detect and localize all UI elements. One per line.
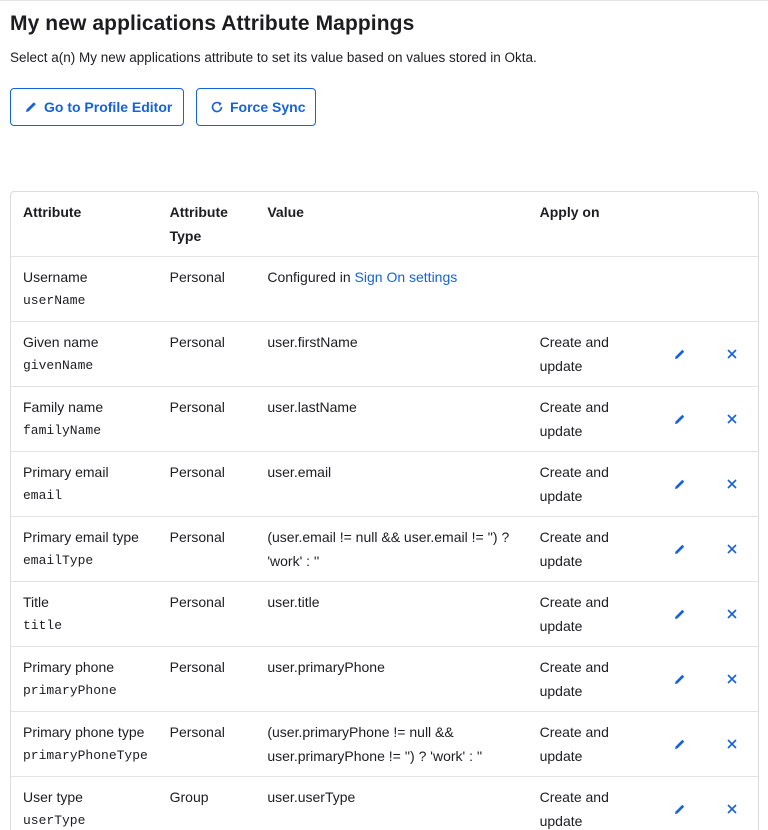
- attribute-type: Personal: [169, 334, 225, 350]
- attribute-variable: givenName: [23, 358, 94, 373]
- pencil-icon[interactable]: [670, 669, 690, 689]
- apply-on-cell: [528, 322, 655, 386]
- apply-on-line2: update: [539, 618, 583, 634]
- close-icon[interactable]: [722, 409, 742, 429]
- attribute-variable: userName: [23, 293, 86, 308]
- apply-on-line2: update: [539, 488, 583, 504]
- apply-on-cell: [528, 647, 655, 711]
- attribute-variable: primaryPhoneType: [23, 748, 148, 763]
- attribute-name: User type: [23, 789, 83, 805]
- sign-on-settings-link[interactable]: Sign On settings: [354, 269, 458, 285]
- attribute-cell: [11, 257, 158, 321]
- attribute-type: Personal: [169, 594, 225, 610]
- attribute-value: user.firstName: [267, 334, 358, 350]
- apply-on-line1: Create and: [539, 399, 609, 415]
- apply-on-cell: [528, 452, 655, 516]
- attribute-variable: email: [23, 488, 63, 503]
- pencil-icon[interactable]: [670, 409, 690, 429]
- close-icon[interactable]: [722, 344, 742, 364]
- table-row: [11, 517, 758, 582]
- close-icon[interactable]: [722, 604, 742, 624]
- attribute-variable: emailType: [23, 553, 94, 568]
- header-type-line1: Attribute: [169, 204, 228, 220]
- pencil-icon[interactable]: [670, 604, 690, 624]
- close-icon[interactable]: [722, 734, 742, 754]
- pencil-icon[interactable]: [670, 799, 690, 819]
- apply-on-line2: update: [539, 748, 583, 764]
- attribute-name: Username: [23, 269, 88, 285]
- apply-on-cell: [528, 712, 655, 776]
- attribute-cell: [11, 387, 158, 451]
- table-row: [11, 387, 758, 452]
- table-header-row: [11, 192, 758, 257]
- refresh-icon: [210, 100, 224, 114]
- attribute-cell: [11, 582, 158, 646]
- table-row: [11, 777, 758, 830]
- table-row: [11, 452, 758, 517]
- attribute-variable: familyName: [23, 423, 102, 438]
- close-icon[interactable]: [722, 669, 742, 689]
- apply-on-cell: [528, 257, 655, 321]
- pencil-icon: [24, 100, 38, 114]
- page-subtitle: Select a(n) My new applications attribute to set its value based on values stored in Okta.: [10, 50, 537, 65]
- attribute-type: Personal: [169, 529, 225, 545]
- apply-on-line2: update: [539, 553, 583, 569]
- attribute-value: user.primaryPhone: [267, 659, 385, 675]
- header-type-line2: Type: [169, 228, 202, 244]
- table-row: [11, 712, 758, 777]
- table-row: [11, 647, 758, 712]
- attribute-name: Family name: [23, 399, 104, 415]
- apply-on-line1: Create and: [539, 334, 609, 350]
- pencil-icon[interactable]: [670, 474, 690, 494]
- close-icon[interactable]: [722, 539, 742, 559]
- attribute-cell: [11, 712, 158, 776]
- attribute-name: Primary email: [23, 464, 109, 480]
- apply-on-line1: Create and: [539, 594, 609, 610]
- attribute-type: Personal: [169, 724, 225, 740]
- attribute-type: Personal: [169, 399, 225, 415]
- header-attribute: Attribute: [23, 204, 82, 220]
- value-prefix: Configured in: [267, 269, 355, 285]
- table-row: [11, 322, 758, 387]
- apply-on-cell: [528, 582, 655, 646]
- apply-on-line1: Create and: [539, 529, 609, 545]
- attribute-variable: userType: [23, 813, 86, 828]
- header-value: Value: [267, 204, 304, 220]
- top-divider: [0, 0, 768, 1]
- apply-on-line2: update: [539, 683, 583, 699]
- pencil-icon[interactable]: [670, 344, 690, 364]
- attribute-value: (user.primaryPhone != null && user.primaryPhone != '') ? 'work' : '': [267, 724, 483, 764]
- apply-on-cell: [528, 777, 655, 830]
- header-apply-on: Apply on: [539, 204, 600, 220]
- go-to-profile-editor-button[interactable]: [10, 88, 184, 126]
- apply-on-line1: Create and: [539, 659, 609, 675]
- apply-on-cell: [528, 517, 655, 581]
- attribute-cell: [11, 517, 158, 581]
- attribute-name: Title: [23, 594, 49, 610]
- attribute-name: Primary email type: [23, 529, 139, 545]
- attribute-variable: title: [23, 618, 63, 633]
- attribute-value: user.lastName: [267, 399, 357, 415]
- attribute-type: Group: [169, 789, 209, 805]
- force-sync-label: Force Sync: [230, 99, 306, 115]
- attribute-type: Personal: [169, 464, 225, 480]
- attribute-value: user.title: [267, 594, 320, 610]
- profile-editor-label: Go to Profile Editor: [44, 99, 173, 115]
- table-row: [11, 257, 758, 322]
- attribute-cell: [11, 452, 158, 516]
- apply-on-line2: update: [539, 358, 583, 374]
- attribute-name: Primary phone type: [23, 724, 145, 740]
- header-attribute-type: [158, 192, 256, 256]
- apply-on-line1: Create and: [539, 724, 609, 740]
- attribute-cell: [11, 777, 158, 830]
- attribute-type: Personal: [169, 659, 225, 675]
- close-icon[interactable]: [722, 474, 742, 494]
- attribute-name: Primary phone: [23, 659, 115, 675]
- pencil-icon[interactable]: [670, 734, 690, 754]
- attribute-value: user.userType: [267, 789, 356, 805]
- apply-on-line1: Create and: [539, 464, 609, 480]
- attribute-mappings-table: [10, 191, 759, 830]
- attribute-cell: [11, 322, 158, 386]
- attribute-value: (user.email != null && user.email != '') ? 'work' : '': [267, 529, 510, 569]
- apply-on-cell: [528, 387, 655, 451]
- apply-on-line2: update: [539, 423, 583, 439]
- value-cell: [255, 257, 527, 321]
- attribute-type: Personal: [169, 269, 225, 285]
- attribute-variable: primaryPhone: [23, 683, 117, 698]
- apply-on-line1: Create and: [539, 789, 609, 805]
- attribute-name: Given name: [23, 334, 99, 350]
- close-icon[interactable]: [722, 799, 742, 819]
- force-sync-button[interactable]: [196, 88, 316, 126]
- table-row: [11, 582, 758, 647]
- attribute-cell: [11, 647, 158, 711]
- pencil-icon[interactable]: [670, 539, 690, 559]
- page-title: My new applications Attribute Mappings: [10, 12, 415, 35]
- apply-on-line2: update: [539, 813, 583, 829]
- attribute-value: user.email: [267, 464, 332, 480]
